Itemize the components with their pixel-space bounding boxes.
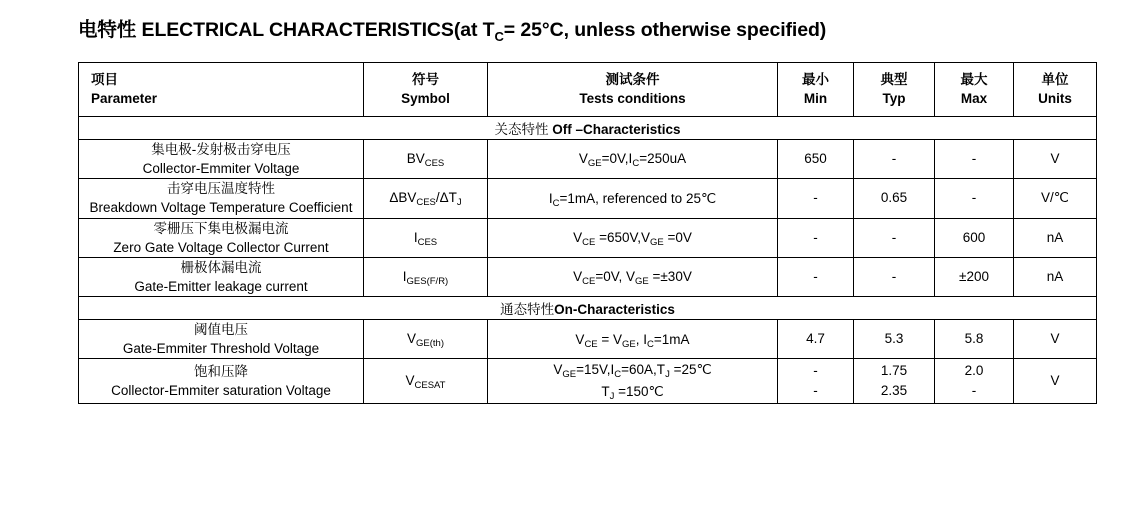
row-parameter-en: Collector-Emmiter Voltage [142, 161, 300, 177]
row-parameter-cn: 栅极体漏电流 [180, 259, 262, 275]
column-header-parameter-en: Parameter [91, 91, 158, 107]
column-header-units-cn: 单位 [1041, 71, 1069, 87]
row-parameter [79, 139, 364, 178]
row-parameter-en: Collector-Emmiter saturation Voltage [111, 383, 331, 399]
row-typ: - [854, 139, 935, 178]
row-typ: - [854, 257, 935, 296]
column-header-parameter [79, 62, 364, 116]
electrical-characteristics-table [78, 62, 1097, 404]
table-row [79, 359, 1097, 403]
row-parameter [79, 179, 364, 218]
row-max: - [935, 139, 1014, 178]
column-header-min [778, 62, 854, 116]
column-header-conditions-cn: 测试条件 [605, 71, 660, 87]
column-header-typ [854, 62, 935, 116]
row-unit: V [1014, 139, 1097, 178]
row-typ: 5.3 [854, 320, 935, 359]
row-min: 4.7 [778, 320, 854, 359]
table-row [79, 320, 1097, 359]
row-parameter-cn: 集电极-发射极击穿电压 [151, 141, 291, 157]
row-parameter-cn: 零栅压下集电极漏电流 [153, 220, 289, 236]
row-unit: nA [1014, 257, 1097, 296]
row-symbol: $V_{GE(th)}$ [364, 320, 488, 359]
row-unit: V [1014, 320, 1097, 359]
row-parameter [79, 257, 364, 296]
row-conditions: $I_C=1mA$, referenced to 25℃ [488, 179, 778, 218]
row-max: 600 [935, 218, 1014, 257]
row-min: - [778, 257, 854, 296]
column-header-typ-en: Typ [882, 91, 906, 107]
row-conditions: $V_{CE} = V_{GE}$, $I_C=1mA$ [488, 320, 778, 359]
section-on-characteristics-cn: 通态特性 [500, 302, 555, 318]
column-header-symbol-cn: 符号 [412, 71, 439, 87]
row-parameter-en: Zero Gate Voltage Collector Current [113, 239, 329, 255]
table-row [79, 179, 1097, 218]
section-off-characteristics-en: Off –Characteristics [552, 121, 681, 137]
column-header-conditions [488, 62, 778, 116]
column-header-symbol-en: Symbol [401, 91, 450, 107]
row-typ: - [854, 218, 935, 257]
row-symbol: $I_{CES}$ [364, 218, 488, 257]
section-off-characteristics [79, 116, 1097, 139]
row-parameter-cn: 饱和压降 [194, 363, 248, 379]
row-typ: 0.65 [854, 179, 935, 218]
page-title-en-after: = 25°C, unless otherwise specified) [503, 19, 827, 41]
row-parameter-en: Breakdown Voltage Temperature Coefficient [89, 200, 353, 216]
page-title-subscript: C [494, 28, 504, 44]
table-header-row [79, 62, 1097, 116]
row-parameter [79, 218, 364, 257]
row-min: - [778, 179, 854, 218]
row-parameter-en: Gate-Emmiter Threshold Voltage [122, 341, 320, 357]
row-symbol: $BV_{CES}$ [364, 139, 488, 178]
row-parameter-cn: 阈值电压 [194, 322, 248, 338]
table-row [79, 257, 1097, 296]
row-min: 650 [778, 139, 854, 178]
row-min: - - [778, 359, 854, 403]
section-off-characteristics-cn: 关态特性 [494, 121, 553, 137]
row-parameter [79, 359, 364, 403]
row-conditions: $V_{CE} =650V,V_{GE} =0V$ [488, 218, 778, 257]
column-header-symbol [364, 62, 488, 116]
row-parameter-cn: 击穿电压温度特性 [167, 181, 275, 197]
page-title-en-before: ELECTRICAL CHARACTERISTICS(at T [141, 19, 495, 41]
column-header-units-en: Units [1038, 91, 1072, 107]
row-parameter [79, 320, 364, 359]
column-header-max [935, 62, 1014, 116]
table-row [79, 139, 1097, 178]
row-max: 2.0 - [935, 359, 1014, 403]
row-max: - [935, 179, 1014, 218]
section-on-characteristics-en: On-Characteristics [554, 302, 675, 318]
table-section-row [79, 297, 1097, 320]
row-parameter-en: Gate-Emitter leakage current [134, 278, 308, 294]
column-header-typ-cn: 典型 [880, 71, 908, 87]
row-unit: V [1014, 359, 1097, 403]
row-unit: nA [1014, 218, 1097, 257]
row-symbol: $V_{CESAT}$ [364, 359, 488, 403]
row-max: 5.8 [935, 320, 1014, 359]
row-conditions: $V_{CE}=0V$, $V_{GE} =\pm 30V$ [488, 257, 778, 296]
page-title-cn: 电特性 [78, 19, 137, 41]
column-header-units [1014, 62, 1097, 116]
row-symbol: $\Delta BV_{CES}/\Delta T_J$ [364, 179, 488, 218]
column-header-conditions-en: Tests conditions [579, 91, 686, 107]
column-header-min-cn: 最小 [802, 71, 829, 87]
column-header-min-en: Min [803, 91, 828, 107]
table-section-row [79, 116, 1097, 139]
row-typ: 1.75 2.35 [854, 359, 935, 403]
column-header-max-en: Max [960, 91, 988, 107]
row-min: - [778, 218, 854, 257]
page-title [78, 14, 1096, 44]
row-symbol: $I_{GES(F/R)}$ [364, 257, 488, 296]
row-conditions: $V_{GE}=15V,I_C=60A,T_J$ =25℃ $T_J$ =150℃ [488, 359, 778, 403]
section-on-characteristics [79, 297, 1097, 320]
row-max: ±200 [935, 257, 1014, 296]
row-conditions: $V_{GE}=0V,I_C=250uA$ [488, 139, 778, 178]
column-header-parameter-cn: 项目 [91, 71, 118, 87]
table-row [79, 218, 1097, 257]
column-header-max-cn: 最大 [960, 71, 988, 87]
row-unit: V/℃ [1014, 179, 1097, 218]
